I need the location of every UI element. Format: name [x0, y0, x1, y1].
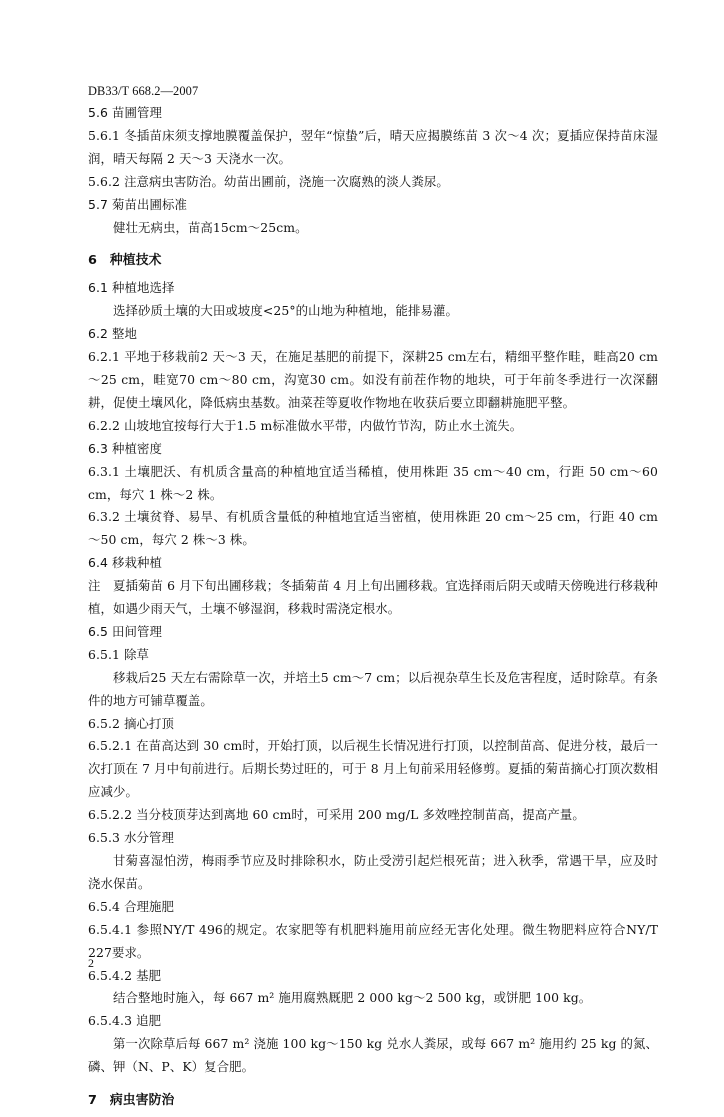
paragraph: 6.2.1 平地于移栽前2 天～3 天，在施足基肥的前提下，深耕25 cm左右，精细平整作畦，畦高20 cm～25 cm，畦宽70 cm～80 cm，沟宽30 cm。如没有前茬作物的地块，可于年前冬季进行一次深翻耕，促使土壤风化，降低病虫基数。油菜茬等夏收作物地在收获后要立即翻耕施肥平整。	[88, 349, 658, 410]
indented-paragraph: 甘菊喜湿怕涝，梅雨季节应及时排除积水，防止受涝引起烂根死苗；进入秋季，常遇干旱，应及时浇水保苗。	[88, 853, 658, 891]
paragraph: 6.5.4 合理施肥	[88, 898, 175, 914]
paragraph: 6.5.4.2 基肥	[88, 967, 162, 983]
paragraph: 6.5.4.3 追肥	[88, 1013, 162, 1029]
paragraph: 6.5.2.1 在苗高达到 30 cm时，开始打顶，以后视生长情况进行打顶，以控制苗高、促进分枝，最后一次打顶在 7 月中旬前进行。后期长势过旺的，可于 8 月上旬前采用轻修剪。夏插的菊苗摘心打顶次数相应减少。	[88, 738, 658, 800]
subsection-heading: 5.7 菊苗出圃标准	[88, 196, 187, 212]
indented-paragraph: 第一次除草后每 667 m² 浇施 100 kg～150 kg 兑水人粪尿，或每 667 m² 施用约 25 kg 的氮、磷、钾（N、P、K）复合肥。	[88, 1036, 658, 1075]
subsection-heading: 6.2 整地	[88, 326, 138, 342]
paragraph: 5.6.1 冬插苗床须支撑地膜覆盖保护，翌年“惊蛰”后，晴天应揭膜练苗 3 次～4 次；夏插应保持苗床湿润，晴天每隔 2 天～3 天浇水一次。	[88, 127, 658, 166]
paragraph: 6.5.4.1 参照NY/T 496的规定。农家肥等有机肥料施用前应经无害化处理。微生物肥料应符合NY/T 227要求。	[88, 921, 658, 960]
subsection-heading: 6.4 移栽种植	[88, 555, 163, 571]
page-content	[88, 84, 658, 1117]
page-number: 2	[88, 956, 94, 970]
paragraph: 6.5.2.2 当分枝顶芽达到离地 60 cm时，可采用 200 mg/L 多效唑控制苗高，提高产量。	[88, 807, 585, 823]
subsection-heading: 6.1 种植地选择	[88, 280, 175, 296]
subsection-heading: 6.3 种植密度	[88, 440, 163, 456]
paragraph: 6.3.2 土壤贫脊、易旱、有机质含量低的种植地宜适当密植，使用株距 20 cm～25 cm，行距 40 cm～50 cm，每穴 2 株～3 株。	[88, 509, 658, 548]
paragraph: 5.6.2 注意病虫害防治。幼苗出圃前，浇施一次腐熟的淡人粪尿。	[88, 173, 449, 189]
indented-paragraph: 结合整地时施入，每 667 m² 施用腐熟厩肥 2 000 kg～2 500 kg，或饼肥 100 kg。	[113, 990, 592, 1006]
paragraph: 6.5.1 除草	[88, 646, 150, 662]
indented-paragraph: 移栽后25 天左右需除草一次，并培土5 cm～7 cm；以后视杂草生长及危害程度，适时除草。有条件的地方可铺草覆盖。	[88, 669, 658, 708]
indented-paragraph: 健壮无病虫，苗高15cm～25cm。	[113, 219, 308, 235]
paragraph: 6.5.3 水分管理	[88, 830, 175, 846]
standard-code-header: DB33/T 668.2—2007	[88, 84, 199, 98]
subsection-heading: 6.5 田间管理	[88, 623, 163, 639]
indented-paragraph: 选择砂质土壤的大田或坡度<25°的山地为种植地，能排易灌。	[113, 303, 459, 319]
paragraph: 6.2.2 山坡地宜按每行大于1.5 m标准做水平带，内做竹节沟，防止水土流失。	[88, 417, 523, 433]
section-heading: 6 种植技术	[88, 253, 162, 269]
paragraph: 6.3.1 土壤肥沃、有机质含量高的种植地宜适当稀植，使用株距 35 cm～40 cm，行距 50 cm～60 cm，每穴 1 株～2 株。	[88, 463, 658, 502]
paragraph: 6.5.2 摘心打顶	[88, 715, 175, 731]
paragraph: 注 夏插菊苗 6 月下旬出圃移栽；冬插菊苗 4 月上旬出圃移栽。宜选择雨后阴天或晴天傍晚进行移栽种植，如遇少雨天气，土壤不够湿润，移栽时需浇定根水。	[88, 578, 658, 617]
section-heading: 7 病虫害防治	[88, 1093, 175, 1109]
subsection-heading: 5.6 苗圃管理	[88, 105, 163, 120]
